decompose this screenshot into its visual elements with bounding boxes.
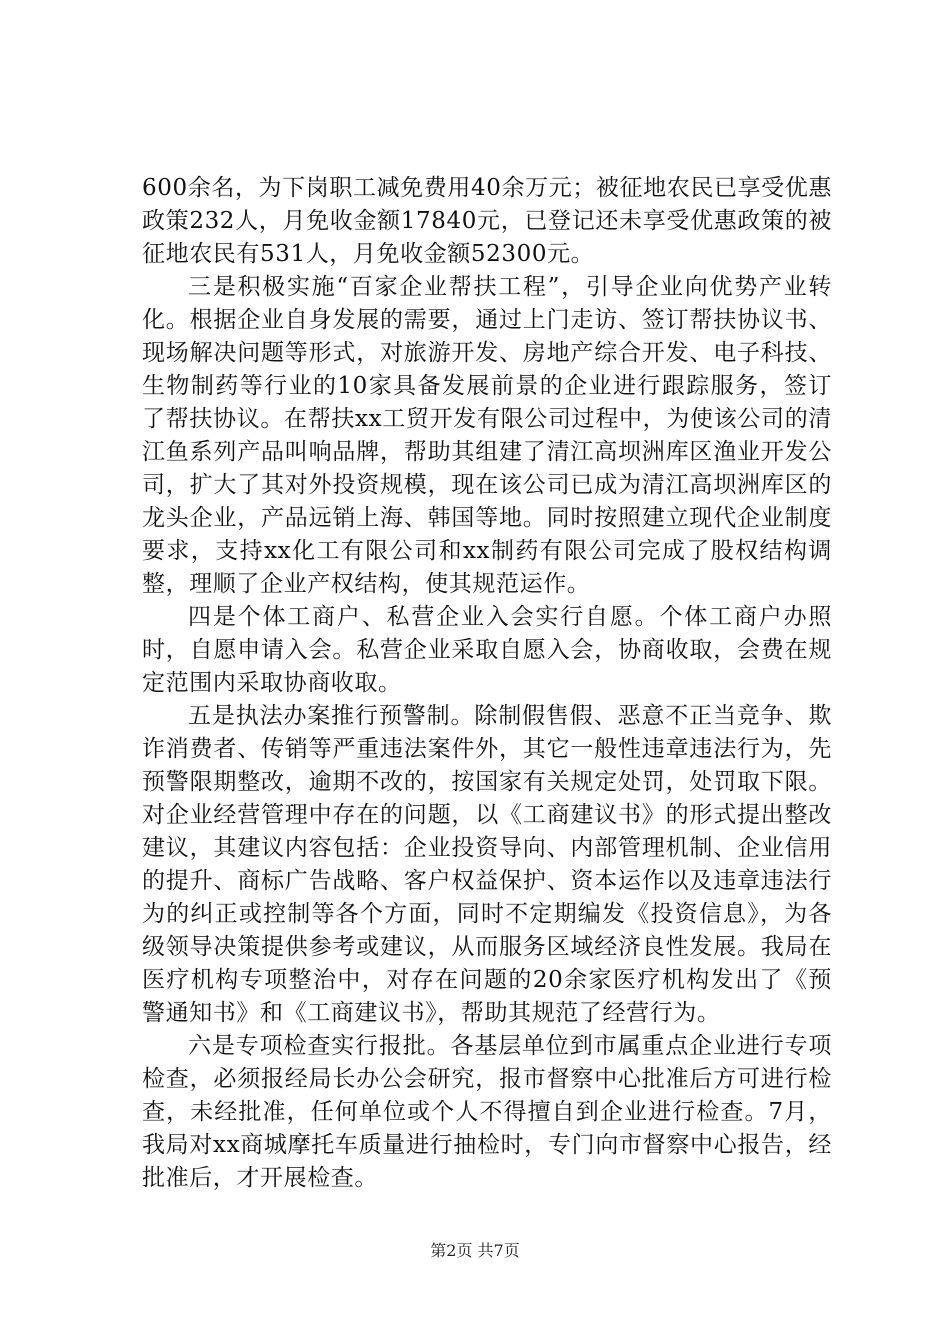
- paragraph-1: 600余名，为下岗职工减免费用40余万元；被征地农民已享受优惠政策232人，月免收金额17840元，已登记还未享受优惠政策的被征地农民有531人，月免收金额52300元。: [142, 175, 832, 267]
- paragraph-2: 三是积极实施“百家企业帮扶工程”，引导企业向优势产业转化。根据企业自身发展的需要，通过上门走访、签订帮扶协议书、现场解决问题等形式，对旅游开发、房地产综合开发、电子科技、生物制药等行业的10家具备发展前景的企业进行跟踪服务，签订了帮扶协议。在帮扶xx工贸开发有限公司过程中，为使该公司的清江鱼系列产品叫响品牌，帮助其组建了清江高坝洲库区渔业开发公司，扩大了其对外投资规模，现在该公司已成为清江高坝洲库区的龙头企业，产品远销上海、韩国等地。同时按照建立现代企业制度要求，支持xx化工有限公司和xx制药有限公司完成了股权结构调整，理顺了企业产权结构，使其规范运作。: [142, 274, 832, 597]
- paragraph-5: 六是专项检查实行报批。各基层单位到市属重点企业进行专项检查，必须报经局长办公会研究，报市督察中心批准后方可进行检查，未经批准，任何单位或个人不得擅自到企业进行检查。7月，我局对xx商城摩托车质量进行抽检时，专门向市督察中心报告，经批准后，才开展检查。: [142, 1033, 832, 1191]
- document-body: [142, 172, 832, 1195]
- paragraph-3: 四是个体工商户、私营企业入会实行自愿。个体工商户办照时，自愿申请入会。私营企业采取自愿入会，协商收取，会费在规定范围内采取协商收取。: [142, 604, 832, 696]
- page-footer: 第2页 共7页: [430, 1241, 520, 1260]
- paragraph-4: 五是执法办案推行预警制。除制假售假、恶意不正当竞争、欺诈消费者、传销等严重违法案件外，其它一般性违章违法行为，先预警限期整改，逾期不改的，按国家有关规定处罚，处罚取下限。对企业经营管理中存在的问题，以《工商建议书》的形式提出整改建议，其建议内容包括：企业投资导向、内部管理机制、企业信用的提升、商标广告战略、客户权益保护、资本运作以及违章违法行为的纠正或控制等各个方面，同时不定期编发《投资信息》，为各级领导决策提供参考或建议，从而服务区域经济良性发展。我局在医疗机构专项整治中，对存在问题的20余家医疗机构发出了《预警通知书》和《工商建议书》，帮助其规范了经营行为。: [142, 703, 832, 1026]
